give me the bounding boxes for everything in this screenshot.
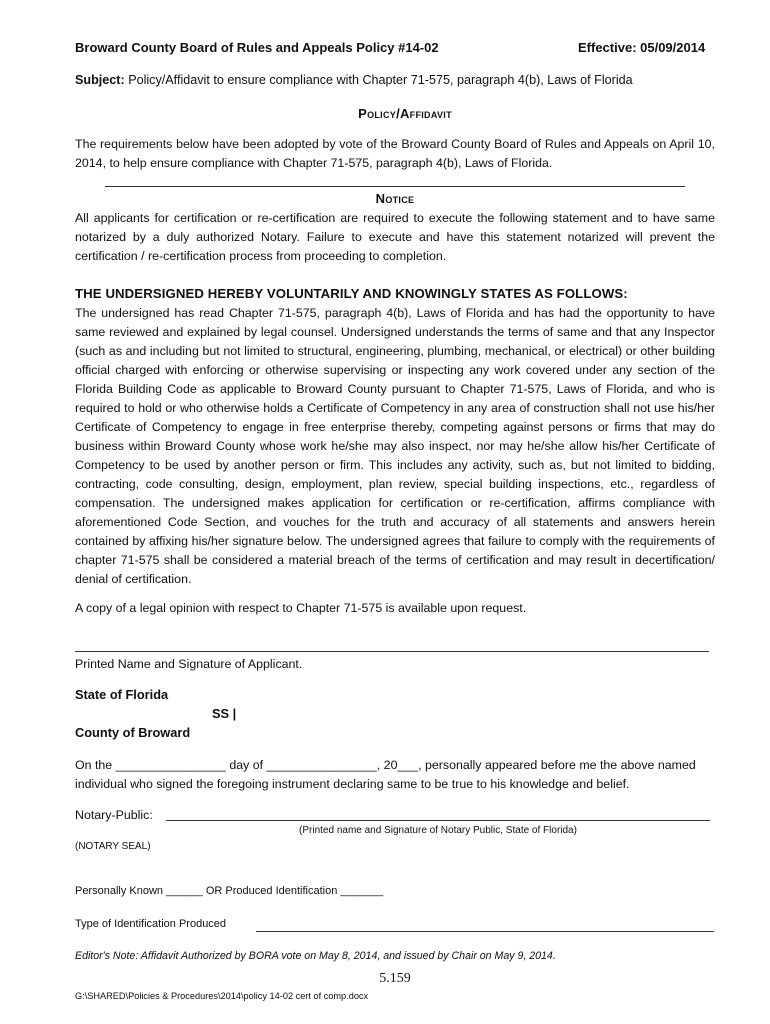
- applicant-signature-line[interactable]: [75, 651, 709, 652]
- effective-date: Effective: 05/09/2014: [578, 40, 706, 55]
- divider-line: [105, 186, 685, 187]
- notary-caption: (Printed name and Signature of Notary Public, State of Florida): [299, 825, 577, 836]
- editors-note: Editor's Note: Affidavit Authorized by BORA vote on May 8, 2014, and issued by Chair on May 9, 2014.: [75, 950, 556, 962]
- id-type-line[interactable]: [256, 931, 714, 932]
- id-type-label: Type of Identification Produced: [75, 918, 227, 930]
- subject-line: [75, 73, 735, 87]
- file-path: G:\SHARED\Policies & Procedures\2014\policy 14-02 cert of comp.docx: [75, 991, 369, 1001]
- statement-paragraph: The undersigned has read Chapter 71-575, paragraph 4(b), Laws of Florida and has had the opportunity to have same reviewed and explained by legal counsel. Undersigned understands the terms of same and that any Inspector (such as and including but not limited to structural, engineering, plumbing, mechanical, or electrical) or other building official charged with enforcing or otherwise supervising or inspecting any work covered under any section of the Florida Building Code as applicable to Broward County pursuant to Chapter 71-575, Laws of Florida, and who is required to hold or who otherwise holds a Certificate of Competency in any area of construction shall not use his/her Certificate of Competency to engage in free enterprise thereby, competing against persons or firms that may do business within Broward County whose work he/she may also inspect, nor may he/she allow his/her Certificate of Competency to be used by another person or firm. This includes any activity, such as, but not limited to bidding, contracting, code consulting, design, employment, plan review, special building inspections, etc., regardless of compensation. The undersigned makes application for certification or re-certification, affirms compliance with aforementioned Code Section, and vouches for the truth and accuracy of all statements and answers herein contained by affixing his/her signature below. The undersigned agrees that failure to comply with the requirements of chapter 71-575 shall be considered a material breach of the terms of certification and may result in decertification/ denial of certification.: [75, 306, 715, 586]
- notary-seal-label: (NOTARY SEAL): [75, 841, 151, 852]
- county-label: County of Broward: [75, 725, 191, 740]
- notice-paragraph: All applicants for certification or re-certification are required to execute the following statement and to have same notarized by a duly authorized Notary. Failure to execute and have this statement notarized will prevent the certification / re-certification process from proceeding to completion.: [75, 211, 715, 263]
- personally-known-line: Personally Known ______ OR Produced Identification _______: [75, 885, 384, 897]
- state-label: State of Florida: [75, 687, 169, 702]
- ss-label: SS |: [212, 706, 237, 721]
- statement-heading: THE UNDERSIGNED HEREBY VOLUNTARILY AND KNOWINGLY STATES AS FOLLOWS:: [75, 286, 628, 301]
- applicant-signature-label: Printed Name and Signature of Applicant.: [75, 657, 303, 671]
- intro-paragraph: The requirements below have been adopted by vote of the Broward County Board of Rules and Appeals on April 10, 2014, to help ensure compliance with Chapter 71-575, paragraph 4(b), Laws of Florida.: [75, 137, 715, 170]
- policy-heading: Policy/Affidavit: [358, 106, 452, 121]
- notice-heading: Notice: [375, 191, 415, 206]
- legal-opinion-line: A copy of a legal opinion with respect to Chapter 71-575 is available upon request.: [75, 601, 527, 615]
- subject-text: Policy/Affidavit to ensure compliance with Chapter 71-575, paragraph 4(b), Laws of Florida: [128, 73, 633, 87]
- notary-text-line-2: individual who signed the foregoing instrument declaring same to be true to his knowledge and belief.: [75, 777, 630, 791]
- policy-title: Broward County Board of Rules and Appeals Policy #14-02: [75, 40, 439, 55]
- notary-signature-line[interactable]: [166, 820, 710, 821]
- notary-text-line-1: On the ________________ day of ________________, 20___, personally appeared before me the above named: [75, 758, 696, 772]
- subject-label: Subject:: [75, 73, 125, 87]
- notary-public-label: Notary-Public:: [75, 808, 153, 822]
- page-number: 5.159: [379, 971, 411, 986]
